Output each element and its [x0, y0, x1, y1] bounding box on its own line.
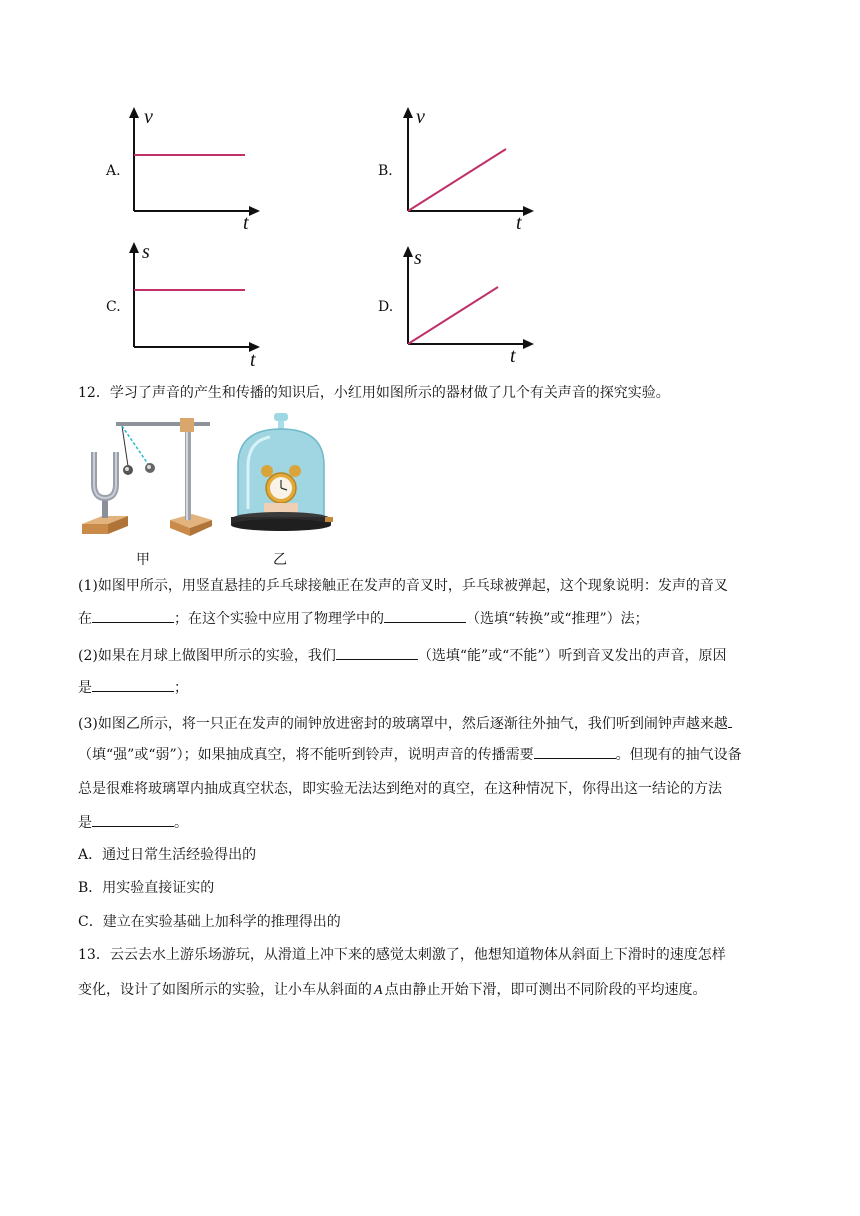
option-b-label: B. [378, 163, 393, 179]
figure-label-jia: 甲 [136, 552, 150, 568]
option-a-label: A. [106, 163, 121, 179]
q12-part3-text-c: 。但现有的抽气设备 [615, 747, 742, 763]
q12-stem: 12．学习了声音的产生和传播的知识后，小红用如图所示的器材做了几个有关声音的探究实验。 [78, 385, 670, 401]
graph-b [392, 105, 542, 234]
option-d-label: D. [378, 299, 394, 315]
q13-line2 [78, 980, 798, 1001]
q12-part2-text-c: 是 [78, 680, 92, 696]
graph-d-x-label: t [510, 345, 516, 367]
graph-c-x-label: t [250, 349, 256, 371]
q12-choice-c[interactable]: C．建立在实验基础上加科学的推理得出的 [78, 914, 341, 930]
answer-blank-5[interactable] [728, 713, 732, 728]
q12-part3-text-d: 是 [78, 815, 92, 831]
q12-part2-line1 [78, 645, 798, 666]
q12-part2-line2 [78, 677, 798, 698]
graph-d-y-label: s [414, 247, 422, 269]
answer-blank-3[interactable] [336, 645, 418, 660]
q13-text-b: 点由静止开始下滑，即可测出不同阶段的平均速度。 [384, 982, 707, 998]
q12-part3-line2 [78, 744, 798, 765]
q12-part1-line1: (1)如图甲所示，用竖直悬挂的乒乓球接触正在发声的音叉时，乒乓球被弹起，这个现象说明：发声的音叉 [78, 578, 728, 594]
q13-text-a: 变化，设计了如图所示的实验，让小车从斜面的 [78, 982, 372, 998]
answer-blank-4[interactable] [92, 677, 174, 692]
q12-part2-text-a: (2)如果在月球上做图甲所示的实验，我们 [78, 648, 336, 664]
q13-point-a: A [374, 983, 383, 998]
option-c-label: C. [106, 299, 121, 315]
graph-c-y-label: s [142, 241, 150, 263]
answer-blank-1[interactable] [92, 608, 174, 623]
graph-b-y-label: v [416, 106, 425, 128]
graph-a-x-label: t [243, 212, 249, 234]
q12-part1-text-b: ；在这个实验中应用了物理学中的 [174, 611, 384, 627]
figure-label-yi: 乙 [273, 552, 287, 568]
graph-a [118, 105, 268, 234]
q13-line1: 13．云云去水上游乐场游玩，从滑道上冲下来的感觉太刺激了，他想知道物体从斜面上下滑时的速度怎样 [78, 947, 726, 963]
graph-c [118, 240, 268, 371]
q12-choice-b[interactable]: B．用实验直接证实的 [78, 880, 215, 896]
q12-choice-a[interactable]: A．通过日常生活经验得出的 [78, 847, 257, 863]
q12-part3-line4 [78, 812, 798, 833]
graph-b-x-label: t [516, 212, 522, 234]
q12-part3-text-e: 。 [174, 815, 188, 831]
q12-part1-line2 [78, 608, 798, 629]
graph-d-line [408, 287, 498, 344]
answer-blank-7[interactable] [92, 812, 174, 827]
graph-a-y-label: v [144, 106, 153, 128]
q12-part2-text-b: （选填“能”或“不能”）听到音叉发出的声音，原因 [417, 648, 727, 664]
q12-part3-line1 [78, 713, 798, 734]
q12-part1-text-c: （选填“转换”或“推理”）法； [466, 611, 649, 627]
q12-part3-line3: 总是很难将玻璃罩内抽成真空状态，即实验无法达到绝对的真空，在这种情况下，你得出这一结论的方法 [78, 781, 722, 797]
figure-yi-bell-jar [226, 413, 336, 541]
q12-part3-text-a: (3)如图乙所示，将一只正在发声的闹钟放进密封的玻璃罩中，然后逐渐往外抽气，我们听到闹钟声越来越 [78, 716, 728, 732]
answer-blank-6[interactable] [534, 744, 616, 759]
figure-jia-tuning-fork [76, 412, 216, 542]
answer-blank-2[interactable] [384, 608, 466, 623]
q12-part3-text-b: （填“强”或“弱”）；如果抽成真空，将不能听到铃声，说明声音的传播需要 [78, 747, 534, 763]
graph-d [392, 244, 542, 366]
graph-b-line [408, 149, 506, 211]
q12-part2-text-d: ； [174, 680, 188, 696]
q12-part1-text-a: 在 [78, 611, 92, 627]
